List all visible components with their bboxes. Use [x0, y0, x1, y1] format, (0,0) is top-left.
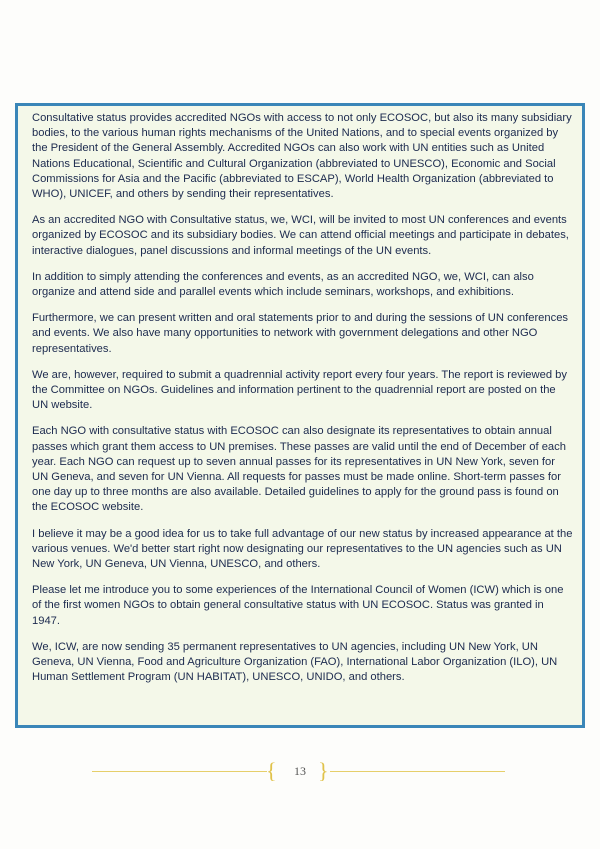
left-bracket-ornament-icon: { — [266, 758, 277, 783]
paragraph: We, ICW, are now sending 35 permanent representatives to UN agencies, including UN New York, UN Geneva, UN Vienna, Food and Agriculture Organization (FAO), International Labor Organization (ILO), UN Human Settlement Program (UN HABITAT), UNESCO, UNIDO, and others. — [32, 640, 558, 684]
content-box — [15, 103, 585, 728]
paragraph: As an accredited NGO with Consultative status, we, WCI, will be invited to most UN conferences and events organized by ECOSOC and its subsidiary bodies. We can attend official meetings and participate in debates, interactive dialogues, panel discussions and informal meetings of the UN events. — [32, 214, 569, 257]
right-bracket-ornament-icon: } — [318, 758, 329, 783]
paragraph: We are, however, required to submit a quadrennial activity report every four years. The report is reviewed by the Committee on NGOs. Guidelines and information pertinent to the quadrennial report are posted on the UN website. — [32, 368, 567, 412]
paragraph: Furthermore, we can present written and oral statements prior to and during the sessions of UN conferences and events. We also have many opportunities to network with government delegations and other NGO representatives. — [32, 312, 569, 355]
footer-rule-left — [92, 771, 267, 772]
paragraph: Each NGO with consultative status with ECOSOC can also designate its representatives to obtain annual passes which grant them access to UN premises. These passes are valid until the end of December of each year. Each NGO can request up to seven annual passes for its representatives in UN New York, seven for UN Geneva, and seven for UN Vienna. All requests for passes must be made online. Short-term passes for one day up to three months are also available. Detailed guidelines to apply for the ground pass is found on the ECOSOC website. — [32, 425, 566, 514]
paragraph: In addition to simply attending the conferences and events, as an accredited NGO, we, WCI, can also organize and attend side and parallel events which include seminars, workshops, and exhibitions. — [32, 270, 534, 299]
paragraph: Consultative status provides accredited NGOs with access to not only ECOSOC, but also its many subsidiary bodies, to the various human rights mechanisms of the United Nations, and to special events organized by the President of the General Assembly. Accredited NGOs can also work with UN entities such as United Nations Educational, Scientific and Cultural Organization (abbreviated to UNESCO), Economic and Social Commissions for Asia and the Pacific (abbreviated to ESCAP), World Health Organization (abbreviated to WHO), UNICEF, and others by sending their representatives. — [32, 112, 572, 201]
footer-rule-right — [330, 771, 505, 772]
page-footer — [0, 756, 600, 788]
paragraph: I believe it may be a good idea for us to take full advantage of our new status by increased appearance at the various venues. We'd better start right now designating our representatives to the UN agencies such as UN New York, UN Geneva, UN Vienna, UNESCO, and others. — [32, 527, 573, 571]
page-number: 13 — [294, 764, 306, 778]
paragraph: Please let me introduce you to some experiences of the International Council of Women (ICW) which is one of the first women NGOs to obtain general consultative status with UN ECOSOC. Status was granted in 1947. — [32, 584, 564, 627]
